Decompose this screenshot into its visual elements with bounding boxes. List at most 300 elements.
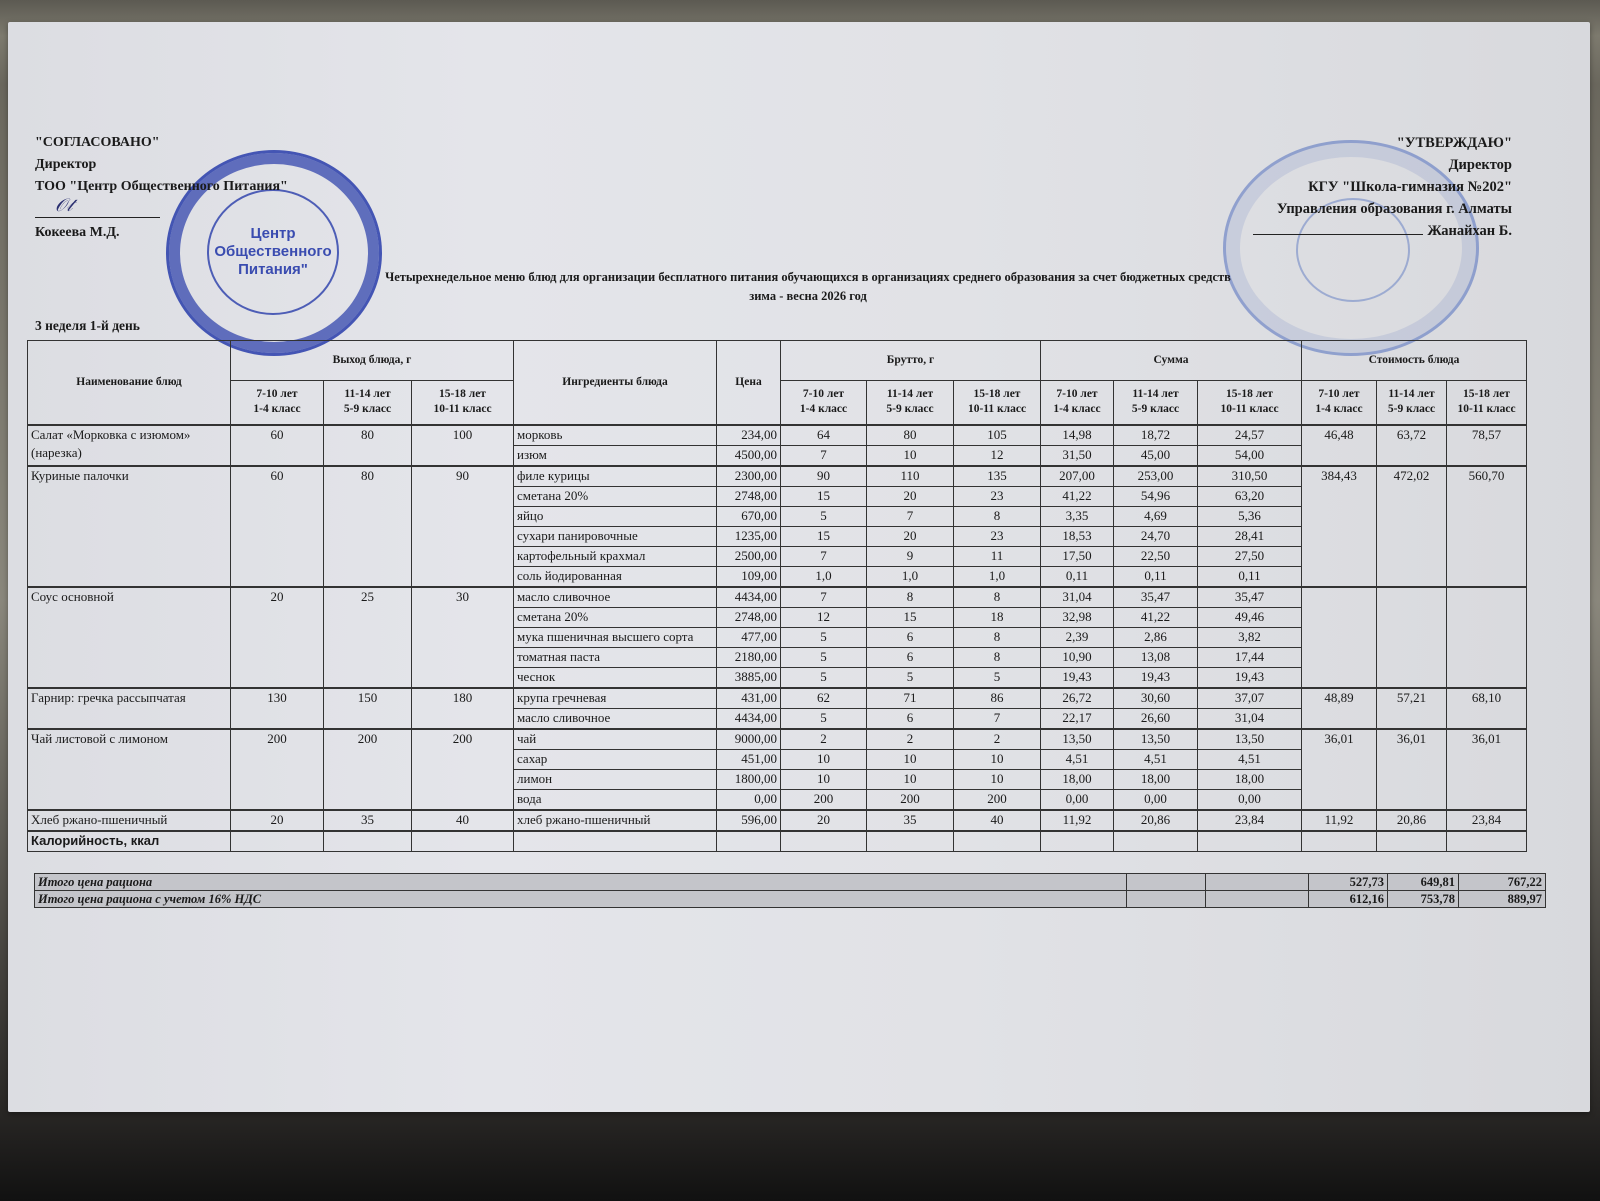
header-yield: Выход блюда, г: [231, 341, 514, 381]
ingredient-price: 4500,00: [717, 445, 781, 466]
ingredient-gross: 8: [954, 587, 1041, 608]
totals-value: 649,81: [1388, 874, 1459, 891]
grade-label: 10-11 класс: [1457, 403, 1516, 416]
ingredient-gross: 1,0: [781, 566, 867, 587]
ingredient-gross: 5: [867, 667, 954, 688]
age-group-header: [1114, 381, 1198, 425]
ingredient-sum: 19,43: [1114, 667, 1198, 688]
dish-yield: 130: [231, 688, 324, 729]
ingredient-gross: 20: [867, 486, 954, 506]
ingredient-price: 670,00: [717, 506, 781, 526]
calories-row: [28, 831, 1527, 852]
ingredient-gross: 6: [867, 647, 954, 667]
ingredient-sum: 18,72: [1114, 425, 1198, 446]
ingredient-gross: 6: [867, 708, 954, 729]
ingredient-sum: 54,00: [1198, 445, 1302, 466]
ingredient-gross: 135: [954, 466, 1041, 487]
ingredient-gross: 15: [867, 607, 954, 627]
ingredient-sum: 0,00: [1198, 789, 1302, 810]
ingredient-sum: 18,00: [1114, 769, 1198, 789]
ingredient-gross: 5: [781, 627, 867, 647]
menu-table-body: [28, 425, 1527, 852]
table-row: [28, 729, 1527, 750]
dish-yield: 20: [231, 587, 324, 688]
ingredient-sum: 17,50: [1041, 546, 1114, 566]
dish-yield: 25: [324, 587, 412, 688]
dish-cost: 36,01: [1377, 729, 1447, 810]
ingredient-gross: 5: [954, 667, 1041, 688]
ingredient-sum: 0,11: [1041, 566, 1114, 587]
ingredient-name: крупа гречневая: [514, 688, 717, 709]
dish-yield: 60: [231, 425, 324, 466]
grade-label: 5-9 класс: [886, 403, 934, 416]
agreed-title: "СОГЛАСОВАНО": [35, 135, 160, 150]
totals-value: 767,22: [1459, 874, 1546, 891]
ingredient-price: 431,00: [717, 688, 781, 709]
header-dish-name: Наименование блюд: [28, 341, 231, 425]
ingredient-gross: 105: [954, 425, 1041, 446]
dish-name: Соус основной: [28, 587, 231, 688]
approved-organization: КГУ "Школа-гимназия №202": [1308, 179, 1512, 195]
ingredient-sum: 18,53: [1041, 526, 1114, 546]
dish-name: Чай листовой с лимоном: [28, 729, 231, 810]
ingredient-sum: 41,22: [1041, 486, 1114, 506]
agreed-signature-line: [35, 194, 288, 222]
ingredient-sum: 207,00: [1041, 466, 1114, 487]
ingredient-sum: 17,44: [1198, 647, 1302, 667]
dish-cost: 36,01: [1447, 729, 1527, 810]
ingredient-name: сметана 20%: [514, 486, 717, 506]
ingredient-gross: 9: [867, 546, 954, 566]
ingredient-sum: 35,47: [1114, 587, 1198, 608]
ingredient-sum: 19,43: [1041, 667, 1114, 688]
ingredient-gross: 5: [781, 667, 867, 688]
ingredient-sum: 0,11: [1198, 566, 1302, 587]
grade-label: 5-9 класс: [1387, 403, 1436, 416]
calories-cell: [867, 831, 954, 852]
calories-cell: [1198, 831, 1302, 852]
ingredient-gross: 10: [954, 769, 1041, 789]
ingredient-sum: 27,50: [1198, 546, 1302, 566]
calories-cell: [231, 831, 324, 852]
dish-yield: 200: [324, 729, 412, 810]
totals-empty-cell: [1206, 891, 1309, 908]
ingredient-sum: 41,22: [1114, 607, 1198, 627]
age-group-header: [954, 381, 1041, 425]
dish-cost: 57,21: [1377, 688, 1447, 729]
age-group-header: [1377, 381, 1447, 425]
totals-empty-cell: [1127, 874, 1206, 891]
document-title: Четырехнедельное меню блюд для организации бесплатного питания обучающихся в организациях среднего образования за счет бюджетных средств: [385, 270, 1231, 284]
approval-agreed-block: [35, 132, 288, 244]
ingredient-name: чай: [514, 729, 717, 750]
ingredient-gross: 64: [781, 425, 867, 446]
dish-cost: 36,01: [1302, 729, 1377, 810]
agreed-signatory-name: Кокеева М.Д.: [35, 225, 120, 240]
ingredient-gross: 80: [867, 425, 954, 446]
table-row: [28, 425, 1527, 446]
ingredient-gross: 8: [954, 506, 1041, 526]
calories-cell: [1302, 831, 1377, 852]
totals-empty-cell: [1206, 874, 1309, 891]
approved-signature-line: [1253, 220, 1512, 242]
ingredient-gross: 1,0: [867, 566, 954, 587]
ingredient-name: филе курицы: [514, 466, 717, 487]
ingredient-sum: 13,50: [1114, 729, 1198, 750]
dish-cost: [1302, 587, 1377, 688]
dish-yield: 40: [412, 810, 514, 831]
totals-table: [34, 873, 1546, 908]
ingredient-sum: 5,36: [1198, 506, 1302, 526]
age-group-header: [412, 381, 514, 425]
dish-yield: 20: [231, 810, 324, 831]
dish-yield: 150: [324, 688, 412, 729]
age-group-header: [1302, 381, 1377, 425]
dish-name: Гарнир: гречка рассыпчатая: [28, 688, 231, 729]
grade-label: 1-4 класс: [1315, 403, 1363, 416]
header-price: Цена: [717, 341, 781, 425]
ingredient-sum: 13,50: [1198, 729, 1302, 750]
ingredient-gross: 71: [867, 688, 954, 709]
ingredient-gross: 6: [867, 627, 954, 647]
age-group-header: [324, 381, 412, 425]
totals-empty-cell: [1127, 891, 1206, 908]
ingredient-name: масло сливочное: [514, 587, 717, 608]
ingredient-sum: 11,92: [1041, 810, 1114, 831]
age-label: 15-18 лет: [973, 388, 1021, 401]
ingredient-name: сметана 20%: [514, 607, 717, 627]
ingredient-price: 451,00: [717, 749, 781, 769]
ingredient-sum: 20,86: [1114, 810, 1198, 831]
ingredient-gross: 12: [781, 607, 867, 627]
ingredient-sum: 24,70: [1114, 526, 1198, 546]
ingredient-sum: 31,50: [1041, 445, 1114, 466]
ingredient-price: 234,00: [717, 425, 781, 446]
ingredient-sum: 10,90: [1041, 647, 1114, 667]
ingredient-sum: 37,07: [1198, 688, 1302, 709]
ingredient-gross: 10: [867, 445, 954, 466]
ingredient-sum: 0,00: [1041, 789, 1114, 810]
ingredient-name: чеснок: [514, 667, 717, 688]
calories-cell: [1114, 831, 1198, 852]
ingredient-sum: 3,35: [1041, 506, 1114, 526]
ingredient-gross: 2: [867, 729, 954, 750]
ingredient-sum: 310,50: [1198, 466, 1302, 487]
agreed-organization: ТОО "Центр Общественного Питания": [35, 179, 288, 194]
ingredient-name: мука пшеничная высшего сорта: [514, 627, 717, 647]
ingredient-price: 2500,00: [717, 546, 781, 566]
totals-value: 612,16: [1309, 891, 1388, 908]
ingredient-sum: 24,57: [1198, 425, 1302, 446]
dish-cost: 560,70: [1447, 466, 1527, 587]
grade-label: 5-9 класс: [343, 403, 392, 416]
ingredient-price: 0,00: [717, 789, 781, 810]
ingredient-sum: 63,20: [1198, 486, 1302, 506]
ingredient-price: 4434,00: [717, 587, 781, 608]
calories-cell: [412, 831, 514, 852]
ingredient-sum: 22,50: [1114, 546, 1198, 566]
ingredient-gross: 23: [954, 526, 1041, 546]
ingredient-sum: 32,98: [1041, 607, 1114, 627]
ingredient-price: 2180,00: [717, 647, 781, 667]
ingredient-gross: 200: [867, 789, 954, 810]
ingredient-sum: 0,11: [1114, 566, 1198, 587]
ingredient-gross: 10: [954, 749, 1041, 769]
totals-row: [35, 891, 1546, 908]
document-season: зима - весна 2026 год: [749, 289, 867, 303]
header-dish-cost: Стоимость блюда: [1302, 341, 1527, 381]
ingredient-sum: 4,51: [1041, 749, 1114, 769]
ingredient-gross: 7: [781, 587, 867, 608]
totals-row: [35, 874, 1546, 891]
ingredient-sum: 26,60: [1114, 708, 1198, 729]
approval-approved-block: [1253, 132, 1512, 242]
approved-department: Управления образования г. Алматы: [1276, 201, 1512, 217]
ingredient-price: 2748,00: [717, 486, 781, 506]
calories-cell: [514, 831, 717, 852]
age-label: 15-18 лет: [439, 388, 486, 401]
calories-cell: [1041, 831, 1114, 852]
ingredient-sum: 18,00: [1041, 769, 1114, 789]
ingredient-gross: 110: [867, 466, 954, 487]
dish-cost: [1447, 587, 1527, 688]
age-label: 11-14 лет: [1132, 388, 1179, 401]
ingredient-sum: 31,04: [1041, 587, 1114, 608]
dish-yield: 35: [324, 810, 412, 831]
ingredient-price: 1235,00: [717, 526, 781, 546]
grade-label: 10-11 класс: [967, 403, 1027, 416]
ingredient-sum: 4,69: [1114, 506, 1198, 526]
ingredient-sum: 14,98: [1041, 425, 1114, 446]
dish-yield: 200: [231, 729, 324, 810]
ingredient-gross: 11: [954, 546, 1041, 566]
ingredient-gross: 7: [781, 546, 867, 566]
ingredient-name: яйцо: [514, 506, 717, 526]
ingredient-name: соль йодированная: [514, 566, 717, 587]
ingredient-price: 477,00: [717, 627, 781, 647]
ingredient-gross: 5: [781, 647, 867, 667]
dish-yield: 80: [324, 466, 412, 587]
totals-value: 527,73: [1309, 874, 1388, 891]
ingredient-gross: 10: [867, 749, 954, 769]
age-group-header: [1041, 381, 1114, 425]
ingredient-price: 4434,00: [717, 708, 781, 729]
ingredient-name: томатная паста: [514, 647, 717, 667]
age-group-header: [1198, 381, 1302, 425]
dish-yield: 180: [412, 688, 514, 729]
totals-value: 753,78: [1388, 891, 1459, 908]
ingredient-name: изюм: [514, 445, 717, 466]
signature-icon: 𝒪𝓉: [55, 194, 73, 216]
ingredient-sum: 26,72: [1041, 688, 1114, 709]
dish-cost: 472,02: [1377, 466, 1447, 587]
ingredient-name: сухари панировочные: [514, 526, 717, 546]
ingredient-sum: 30,60: [1114, 688, 1198, 709]
ingredient-gross: 90: [781, 466, 867, 487]
ingredient-price: 2748,00: [717, 607, 781, 627]
table-row: [28, 587, 1527, 608]
ingredient-gross: 10: [867, 769, 954, 789]
calories-cell: [954, 831, 1041, 852]
table-row: [28, 810, 1527, 831]
age-label: 15-18 лет: [1226, 388, 1273, 401]
ingredient-name: лимон: [514, 769, 717, 789]
dish-yield: 80: [324, 425, 412, 466]
grade-label: 1-4 класс: [253, 403, 301, 416]
ingredient-sum: 18,00: [1198, 769, 1302, 789]
ingredient-price: 9000,00: [717, 729, 781, 750]
ingredient-sum: 23,84: [1198, 810, 1302, 831]
ingredient-sum: 253,00: [1114, 466, 1198, 487]
ingredient-name: картофельный крахмал: [514, 546, 717, 566]
dish-cost: 20,86: [1377, 810, 1447, 831]
week-day-label: 3 неделя 1-й день: [35, 318, 140, 333]
ingredient-gross: 2: [954, 729, 1041, 750]
ingredient-sum: 2,86: [1114, 627, 1198, 647]
age-label: 11-14 лет: [886, 388, 934, 401]
ingredient-sum: 49,46: [1198, 607, 1302, 627]
ingredient-gross: 10: [781, 769, 867, 789]
calories-cell: [324, 831, 412, 852]
ingredient-price: 109,00: [717, 566, 781, 587]
dish-yield: 100: [412, 425, 514, 466]
ingredient-gross: 20: [781, 810, 867, 831]
ingredient-name: хлеб ржано-пшеничный: [514, 810, 717, 831]
grade-label: 1-4 класс: [799, 403, 848, 416]
ingredient-sum: 2,39: [1041, 627, 1114, 647]
ingredient-sum: 4,51: [1198, 749, 1302, 769]
totals-label: Итого цена рациона с учетом 16% НДС: [35, 891, 1127, 908]
ingredient-sum: 45,00: [1114, 445, 1198, 466]
dish-cost: 46,48: [1302, 425, 1377, 466]
age-group-header: [867, 381, 954, 425]
ingredient-gross: 5: [781, 708, 867, 729]
age-label: 11-14 лет: [344, 388, 391, 401]
dish-cost: 384,43: [1302, 466, 1377, 587]
header-sum: Сумма: [1041, 341, 1302, 381]
ingredient-name: вода: [514, 789, 717, 810]
dish-cost: 23,84: [1447, 810, 1527, 831]
dish-name: Салат «Морковка с изюмом» (нарезка): [28, 425, 231, 466]
ingredient-gross: 35: [867, 810, 954, 831]
header-ingredients: Ингредиенты блюда: [514, 341, 717, 425]
ingredient-sum: 19,43: [1198, 667, 1302, 688]
signature-icon: [1253, 220, 1423, 235]
ingredient-sum: 54,96: [1114, 486, 1198, 506]
approved-title: "УТВЕРЖДАЮ": [1396, 135, 1512, 151]
ingredient-gross: 23: [954, 486, 1041, 506]
dish-name: Хлеб ржано-пшеничный: [28, 810, 231, 831]
ingredient-sum: 4,51: [1114, 749, 1198, 769]
age-label: 7-10 лет: [802, 388, 845, 401]
approved-signatory-name: Жанайхан Б.: [1427, 223, 1512, 239]
dish-name: Куриные палочки: [28, 466, 231, 587]
dish-cost: 63,72: [1377, 425, 1447, 466]
dish-cost: 68,10: [1447, 688, 1527, 729]
age-label: 7-10 лет: [1318, 388, 1360, 401]
calories-cell: [781, 831, 867, 852]
ingredient-gross: 10: [781, 749, 867, 769]
header-gross: Брутто, г: [781, 341, 1041, 381]
ingredient-gross: 15: [781, 526, 867, 546]
ingredient-sum: 13,08: [1114, 647, 1198, 667]
agreed-position: Директор: [35, 157, 97, 172]
ingredient-gross: 62: [781, 688, 867, 709]
calories-cell: [717, 831, 781, 852]
dish-cost: 11,92: [1302, 810, 1377, 831]
ingredient-gross: 2: [781, 729, 867, 750]
ingredient-sum: 13,50: [1041, 729, 1114, 750]
ingredient-gross: 7: [867, 506, 954, 526]
totals-label: Итого цена рациона: [35, 874, 1127, 891]
document-title-block: [278, 268, 1338, 306]
table-row: [28, 466, 1527, 487]
ingredient-gross: 20: [867, 526, 954, 546]
age-label: 15-18 лет: [1463, 388, 1510, 401]
stamp-center-text: Центр Общественного Питания": [207, 189, 339, 315]
dish-yield: 60: [231, 466, 324, 587]
ingredient-name: морковь: [514, 425, 717, 446]
ingredient-gross: 40: [954, 810, 1041, 831]
ingredient-gross: 8: [954, 627, 1041, 647]
ingredient-sum: 31,04: [1198, 708, 1302, 729]
calories-cell: [1447, 831, 1527, 852]
age-group-header: [231, 381, 324, 425]
calories-label: Калорийность, ккал: [28, 831, 231, 852]
dish-cost: [1377, 587, 1447, 688]
ingredient-gross: 200: [781, 789, 867, 810]
ingredient-gross: 8: [867, 587, 954, 608]
ingredient-gross: 18: [954, 607, 1041, 627]
grade-label: 1-4 класс: [1053, 403, 1101, 416]
ingredient-gross: 200: [954, 789, 1041, 810]
ingredient-name: сахар: [514, 749, 717, 769]
ingredient-gross: 86: [954, 688, 1041, 709]
age-label: 7-10 лет: [256, 388, 298, 401]
ingredient-gross: 1,0: [954, 566, 1041, 587]
age-group-header: [781, 381, 867, 425]
dish-cost: 78,57: [1447, 425, 1527, 466]
age-group-header: [1447, 381, 1527, 425]
ingredient-gross: 7: [954, 708, 1041, 729]
ingredient-sum: 35,47: [1198, 587, 1302, 608]
dish-yield: 90: [412, 466, 514, 587]
ingredient-gross: 12: [954, 445, 1041, 466]
ingredient-price: 1800,00: [717, 769, 781, 789]
approved-position: Директор: [1448, 157, 1512, 173]
ingredient-price: 2300,00: [717, 466, 781, 487]
dish-yield: 200: [412, 729, 514, 810]
age-label: 11-14 лет: [1388, 388, 1435, 401]
dish-yield: 30: [412, 587, 514, 688]
ingredient-sum: 28,41: [1198, 526, 1302, 546]
ingredient-name: масло сливочное: [514, 708, 717, 729]
ingredient-gross: 7: [781, 445, 867, 466]
grade-label: 10-11 класс: [433, 403, 492, 416]
ingredient-sum: 22,17: [1041, 708, 1114, 729]
grade-label: 5-9 класс: [1131, 403, 1180, 416]
ingredient-price: 596,00: [717, 810, 781, 831]
ingredient-sum: 0,00: [1114, 789, 1198, 810]
ingredient-gross: 8: [954, 647, 1041, 667]
menu-table: [27, 340, 1527, 852]
totals-value: 889,97: [1459, 891, 1546, 908]
age-label: 7-10 лет: [1056, 388, 1098, 401]
calories-cell: [1377, 831, 1447, 852]
grade-label: 10-11 класс: [1220, 403, 1279, 416]
ingredient-gross: 5: [781, 506, 867, 526]
dish-cost: 48,89: [1302, 688, 1377, 729]
